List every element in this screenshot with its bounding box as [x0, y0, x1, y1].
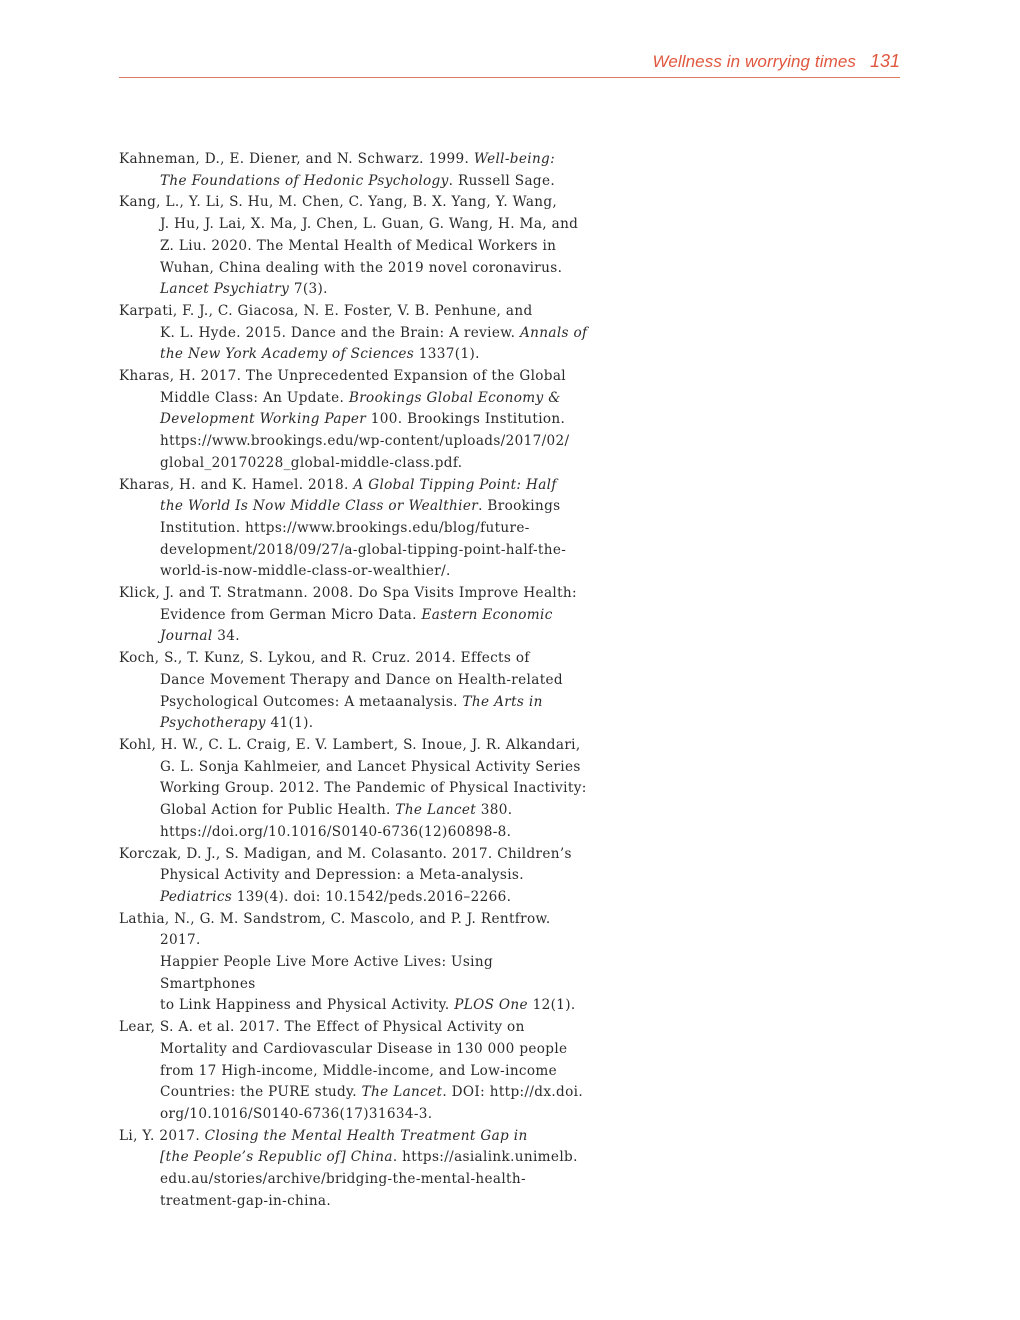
reference-text: Kharas, H. 2017. The Unprecedented Expansion of the Global — [119, 368, 567, 385]
reference-text: 41(1). — [265, 715, 314, 732]
reference-text: 380. — [476, 802, 513, 819]
reference-text: development/2018/09/27/a-global-tipping-point-half-the- — [160, 541, 567, 558]
reference-entry-kharas-2017 — [119, 366, 589, 475]
reference-entry-klick — [119, 583, 589, 648]
reference-text: Karpati, F. J., C. Giacosa, N. E. Foster, V. B. Penhune, and — [119, 302, 533, 319]
reference-text: edu.au/stories/archive/bridging-the-mental-health- — [160, 1171, 526, 1188]
reference-italic-text: The Lancet — [361, 1084, 443, 1101]
reference-entry-lathia — [119, 909, 589, 1018]
reference-text: treatment-gap-in-china. — [160, 1192, 332, 1209]
reference-text: Global Action for Public Health. — [160, 802, 396, 819]
reference-italic-text: The Lancet — [395, 802, 477, 819]
reference-text: . Russell Sage. — [448, 172, 556, 189]
reference-text: from 17 High-income, Middle-income, and Low-income — [160, 1062, 558, 1079]
reference-text: Kharas, H. and K. Hamel. 2018. — [119, 476, 354, 493]
reference-text: 12(1). — [527, 997, 576, 1014]
reference-text: Klick, J. and T. Stratmann. 2008. Do Spa Visits Improve Health: — [119, 585, 577, 602]
reference-text: G. L. Sonja Kahlmeier, and Lancet Physical Activity Series — [160, 758, 581, 775]
reference-italic-text: the World Is Now Middle Class or Wealthier — [160, 498, 479, 515]
running-title: Wellness in worrying times — [652, 52, 856, 71]
reference-entry-kahneman — [119, 149, 589, 192]
reference-text: Evidence from German Micro Data. — [160, 606, 422, 623]
reference-italic-text: Well-being: — [473, 151, 556, 167]
reference-italic-text: Pediatrics — [160, 888, 233, 905]
reference-italic-text: PLOS One — [454, 997, 528, 1014]
reference-entry-korczak — [119, 844, 589, 909]
reference-text: Mortality and Cardiovascular Disease in 130 000 people — [160, 1040, 568, 1057]
reference-text: to Link Happiness and Physical Activity. — [160, 997, 455, 1014]
reference-text: Happier People Live More Active Lives: Using Smartphones — [160, 954, 494, 992]
reference-text: Wuhan, China dealing with the 2019 novel coronavirus. — [160, 259, 563, 276]
reference-italic-text: Journal — [160, 628, 213, 645]
reference-text: K. L. Hyde. 2015. Dance and the Brain: A review. — [160, 324, 520, 341]
reference-italic-text: Closing the Mental Health Treatment Gap in — [204, 1127, 528, 1144]
reference-text: Psychological Outcomes: A metaanalysis. — [160, 693, 463, 710]
reference-text: https://www.brookings.edu/wp-content/uploads/2017/02/ — [160, 433, 570, 450]
reference-text: . Brookings — [478, 498, 561, 515]
reference-text: Countries: the PURE study. — [160, 1084, 362, 1101]
reference-text: world-is-now-middle-class-or-wealthier/. — [160, 563, 451, 580]
reference-text: Physical Activity and Depression: a Meta-analysis. — [160, 867, 524, 884]
reference-text: Lear, S. A. et al. 2017. The Effect of Physical Activity on — [119, 1019, 525, 1036]
reference-text: Kang, L., Y. Li, S. Hu, M. Chen, C. Yang, B. X. Yang, Y. Wang, — [119, 194, 558, 211]
reference-text: 7(3). — [289, 281, 328, 298]
reference-text: Middle Class: An Update. — [160, 389, 349, 406]
reference-italic-text: Psychotherapy — [160, 715, 266, 732]
reference-text: Kahneman, D., E. Diener, and N. Schwarz. 1999. — [119, 151, 474, 167]
reference-italic-text: Lancet Psychiatry — [160, 281, 290, 298]
reference-text: . DOI: http://dx.doi. — [442, 1084, 584, 1101]
reference-entry-karpati — [119, 301, 589, 366]
reference-text: org/10.1016/S0140-6736(17)31634-3. — [160, 1105, 433, 1122]
reference-entry-kang — [119, 192, 589, 301]
running-header — [119, 50, 900, 78]
reference-text: 1337(1). — [414, 346, 480, 363]
reference-text: Kohl, H. W., C. L. Craig, E. V. Lambert, S. Inoue, J. R. Alkandari, — [119, 736, 581, 753]
reference-italic-text: The Arts in — [462, 693, 543, 710]
reference-text: global_20170228_global-middle-class.pdf. — [160, 454, 463, 471]
reference-text: 100. Brookings Institution. — [366, 411, 566, 428]
reference-text: Working Group. 2012. The Pandemic of Physical Inactivity: — [160, 780, 587, 797]
reference-text: Institution. https://www.brookings.edu/blog/future- — [160, 519, 530, 536]
reference-text: Lathia, N., G. M. Sandstrom, C. Mascolo, and P. J. Rentfrow. 2017. — [119, 910, 551, 949]
reference-text: . https://asialink.unimelb. — [392, 1149, 578, 1166]
reference-text: Z. Liu. 2020. The Mental Health of Medical Workers in — [160, 237, 557, 254]
page-number: 131 — [869, 51, 900, 71]
reference-italic-text: A Global Tipping Point: Half — [353, 476, 557, 493]
reference-list — [119, 149, 589, 1212]
reference-text: Korczak, D. J., S. Madigan, and M. Colasanto. 2017. Children’s — [119, 845, 572, 862]
reference-italic-text: The Foundations of Hedonic Psychology — [160, 172, 449, 189]
reference-text: 34. — [212, 628, 240, 645]
reference-text: Dance Movement Therapy and Dance on Health-related — [160, 671, 563, 688]
reference-text: Li, Y. 2017. — [119, 1127, 205, 1144]
reference-entry-li — [119, 1126, 589, 1213]
reference-text: 139(4). doi: 10.1542/peds.2016–2266. — [232, 888, 512, 905]
reference-entry-koch — [119, 648, 589, 735]
reference-text: J. Hu, J. Lai, X. Ma, J. Chen, L. Guan, G. Wang, H. Ma, and — [160, 216, 579, 233]
reference-entry-kharas-2018 — [119, 475, 589, 584]
reference-italic-text: [the People’s Republic of] China — [160, 1149, 393, 1166]
reference-italic-text: the New York Academy of Sciences — [160, 346, 415, 363]
reference-text: https://doi.org/10.1016/S0140-6736(12)60898-8. — [160, 823, 512, 840]
reference-italic-text: Eastern Economic — [421, 606, 553, 623]
reference-entry-kohl — [119, 735, 589, 844]
reference-text: Koch, S., T. Kunz, S. Lykou, and R. Cruz. 2014. Effects of — [119, 650, 530, 667]
reference-italic-text: Annals of — [520, 324, 588, 341]
reference-italic-text: Brookings Global Economy & — [348, 389, 561, 406]
reference-italic-text: Development Working Paper — [160, 411, 367, 428]
reference-entry-lear — [119, 1017, 589, 1126]
